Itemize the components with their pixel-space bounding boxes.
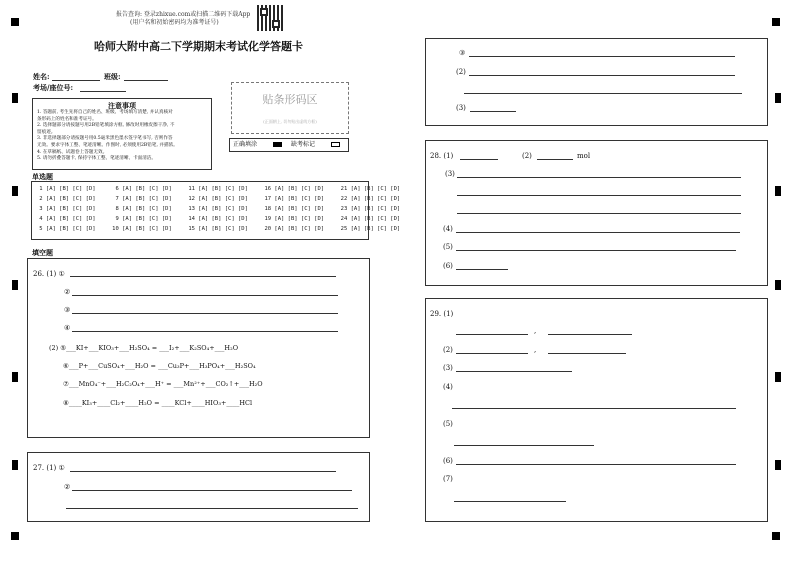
notice-box — [32, 98, 212, 170]
q26-head: 26. (1) ① — [33, 270, 65, 278]
absent-mark-box[interactable] — [331, 142, 340, 147]
name-field[interactable] — [52, 80, 100, 81]
q28-part1-answer[interactable] — [460, 159, 498, 160]
timing-mark — [12, 372, 18, 382]
q26-sub4: ④ — [64, 324, 71, 332]
q29-part2: (2) — [443, 346, 453, 354]
q29-box — [425, 298, 768, 522]
q29-part1-answer-b[interactable] — [548, 334, 632, 335]
q28-head: 28. (1) — [430, 152, 454, 160]
timing-mark — [775, 372, 781, 382]
q29-part1-answer-a[interactable] — [456, 334, 528, 335]
q26-answer-1[interactable] — [70, 276, 336, 277]
q26-equation-8[interactable]: ⑧____KI₃+____Cl₂+____H₂O = ____KCl+____HIO₃+____HCl — [63, 399, 253, 407]
page-title: 哈师大附中高二下学期期末考试化学答题卡 — [94, 40, 303, 53]
q27-sub3: ③ — [459, 49, 466, 57]
q29-part3-answer[interactable] — [456, 371, 572, 372]
correct-fill-label: 正确填涂 — [233, 141, 258, 148]
q29-part4: (4) — [443, 383, 453, 391]
q28-part6: (6) — [443, 262, 453, 270]
q29-part6: (6) — [443, 457, 453, 465]
q26-sub3: ③ — [64, 306, 71, 314]
q29-comma-2: , — [534, 346, 537, 354]
section-mc-label: 单选题 — [32, 172, 53, 181]
q26-answer-3[interactable] — [72, 313, 338, 314]
q28-part3-answer-c[interactable] — [457, 213, 741, 214]
q27-part3-answer[interactable] — [470, 111, 516, 112]
notice-line: 无效。要求字体工整、笔迹清晰。作图时, 必须使用2B铅笔, 并描浓。 — [37, 142, 178, 148]
q29-part7-answer[interactable] — [454, 501, 566, 502]
q27-head: 27. (1) ① — [33, 464, 65, 472]
notice-line: 4. 在草稿纸、试题卷上答题无效。 — [37, 149, 108, 155]
q28-part3: (3) — [445, 170, 455, 178]
corner-mark-tr — [772, 18, 780, 26]
q26-equation-6[interactable]: ⑥___P+___CuSO₄+___H₂O = ___Cu₃P+___H₃PO₄+___H₂SO₄ — [63, 362, 256, 370]
q27-sub2: ② — [64, 483, 71, 491]
timing-mark — [775, 460, 781, 470]
q29-part5-answer[interactable] — [454, 445, 594, 446]
class-label: 班级: — [104, 72, 121, 81]
mc-row[interactable]: 4 [A] [B] [C] [D] 9 [A] [B] [C] [D] 14 [A] [B] [C] [D] 19 [A] [B] [C] [D] 24 [A] [B] [C] [D] — [36, 216, 401, 222]
q27-part2-answer-b[interactable] — [464, 93, 742, 94]
q29-part4-answer[interactable] — [452, 408, 736, 409]
q27-answer-3[interactable] — [469, 56, 735, 57]
q27-continued-box — [425, 38, 768, 126]
q26-equation-7[interactable]: ⑦___MnO₄⁻+___H₂C₂O₄+___H⁺ = ___Mn²⁺+___CO₂↑+___H₂O — [63, 380, 263, 388]
notice-line: 1. 答题前, 考生先将自己的姓名、班级、考场填写清楚, 并认真核对 — [37, 110, 173, 115]
notice-line: 3. 非选择题部分请按题号用0.5毫米黑色墨水签字笔书写, 否则作答 — [37, 136, 173, 142]
q28-part3-answer-b[interactable] — [457, 195, 741, 196]
report-query-note: (用户名和初始密码均为准考证号) — [130, 19, 219, 26]
q27-answer-1[interactable] — [70, 471, 336, 472]
correct-fill-sample — [273, 142, 282, 147]
timing-mark — [12, 280, 18, 290]
q27-answer-2b[interactable] — [66, 508, 358, 509]
q29-part2-answer-b[interactable] — [548, 353, 626, 354]
q28-part2-answer[interactable] — [537, 159, 573, 160]
q28-part2: (2) — [522, 152, 532, 160]
notice-line: 留痕迹。 — [37, 129, 56, 135]
notice-title: 注意事项 — [108, 101, 136, 110]
q28-part4: (4) — [443, 225, 453, 233]
notice-line: 5. 请勿折叠答题卡, 保持字体工整、笔迹清晰、卡面清洁。 — [37, 156, 157, 162]
notice-line: 条形码上的姓名和准考证号。 — [37, 116, 97, 122]
q29-part7: (7) — [443, 475, 453, 483]
corner-mark-bl — [11, 532, 19, 540]
timing-mark — [12, 93, 18, 103]
q27-answer-2[interactable] — [72, 490, 352, 491]
notice-line: 2. 选择题部分请按题号用2B铅笔填涂方框, 修改时用橡皮擦干净, 不 — [37, 123, 175, 129]
timing-mark — [775, 186, 781, 196]
room-seat-field[interactable] — [80, 91, 126, 92]
q29-part3: (3) — [443, 364, 453, 372]
q28-part5: (5) — [443, 243, 453, 251]
q26-equation-5[interactable]: (2) ⑤___KI+___KIO₃+___H₂SO₄ = ___I₂+___K₂SO₄+___H₂O — [49, 344, 239, 352]
q28-part5-answer[interactable] — [456, 250, 736, 251]
q27-part2: (2) — [456, 68, 466, 76]
corner-mark-tl — [11, 18, 19, 26]
mc-row[interactable]: 1 [A] [B] [C] [D] 6 [A] [B] [C] [D] 11 [A] [B] [C] [D] 16 [A] [B] [C] [D] 21 [A] [B] [C] [D] — [36, 186, 401, 192]
barcode-area — [231, 82, 349, 134]
mc-row[interactable]: 2 [A] [B] [C] [D] 7 [A] [B] [C] [D] 12 [A] [B] [C] [D] 17 [A] [B] [C] [D] 22 [A] [B] [C] [D] — [36, 196, 401, 202]
q28-part4-answer[interactable] — [456, 232, 740, 233]
timing-mark — [12, 186, 18, 196]
corner-mark-br — [772, 532, 780, 540]
q29-comma-1: , — [534, 327, 537, 335]
q28-unit: mol — [577, 152, 591, 160]
q28-part6-answer[interactable] — [456, 269, 508, 270]
q26-sub2: ② — [64, 288, 71, 296]
timing-mark — [775, 280, 781, 290]
q29-part2-answer-a[interactable] — [456, 353, 528, 354]
q27-part3: (3) — [456, 104, 466, 112]
q27-box — [27, 452, 370, 522]
room-seat-label: 考场/座位号: — [33, 83, 74, 92]
name-label: 姓名: — [33, 72, 50, 81]
q29-part6-answer[interactable] — [456, 464, 736, 465]
q27-part2-answer[interactable] — [469, 75, 735, 76]
q29-part5: (5) — [443, 420, 453, 428]
report-query-line: 报告查询: 登录zhixue.com或扫描二维码下载App — [116, 11, 251, 18]
class-field[interactable] — [124, 80, 168, 81]
timing-mark — [775, 93, 781, 103]
barcode-label: 贴条形码区 — [262, 93, 318, 106]
timing-mark — [12, 460, 18, 470]
mc-row[interactable]: 5 [A] [B] [C] [D] 10 [A] [B] [C] [D] 15 [A] [B] [C] [D] 20 [A] [B] [C] [D] 25 [A] [B] [C] [D] — [36, 226, 401, 232]
q29-head: 29. (1) — [430, 310, 454, 318]
mc-row[interactable]: 3 [A] [B] [C] [D] 8 [A] [B] [C] [D] 13 [A] [B] [C] [D] 18 [A] [B] [C] [D] 23 [A] [B] [C] [D] — [36, 206, 401, 212]
barcode-note: (正面朝上, 切勿贴出虚线方框) — [263, 119, 317, 124]
qr-code — [257, 5, 283, 31]
section-fill-label: 填空题 — [32, 248, 53, 257]
absent-mark-label: 缺考标记 — [291, 141, 316, 148]
q28-part3-answer-a[interactable] — [457, 177, 741, 178]
q26-answer-2[interactable] — [72, 295, 338, 296]
q26-answer-4[interactable] — [72, 331, 338, 332]
notice-lines — [37, 110, 207, 163]
